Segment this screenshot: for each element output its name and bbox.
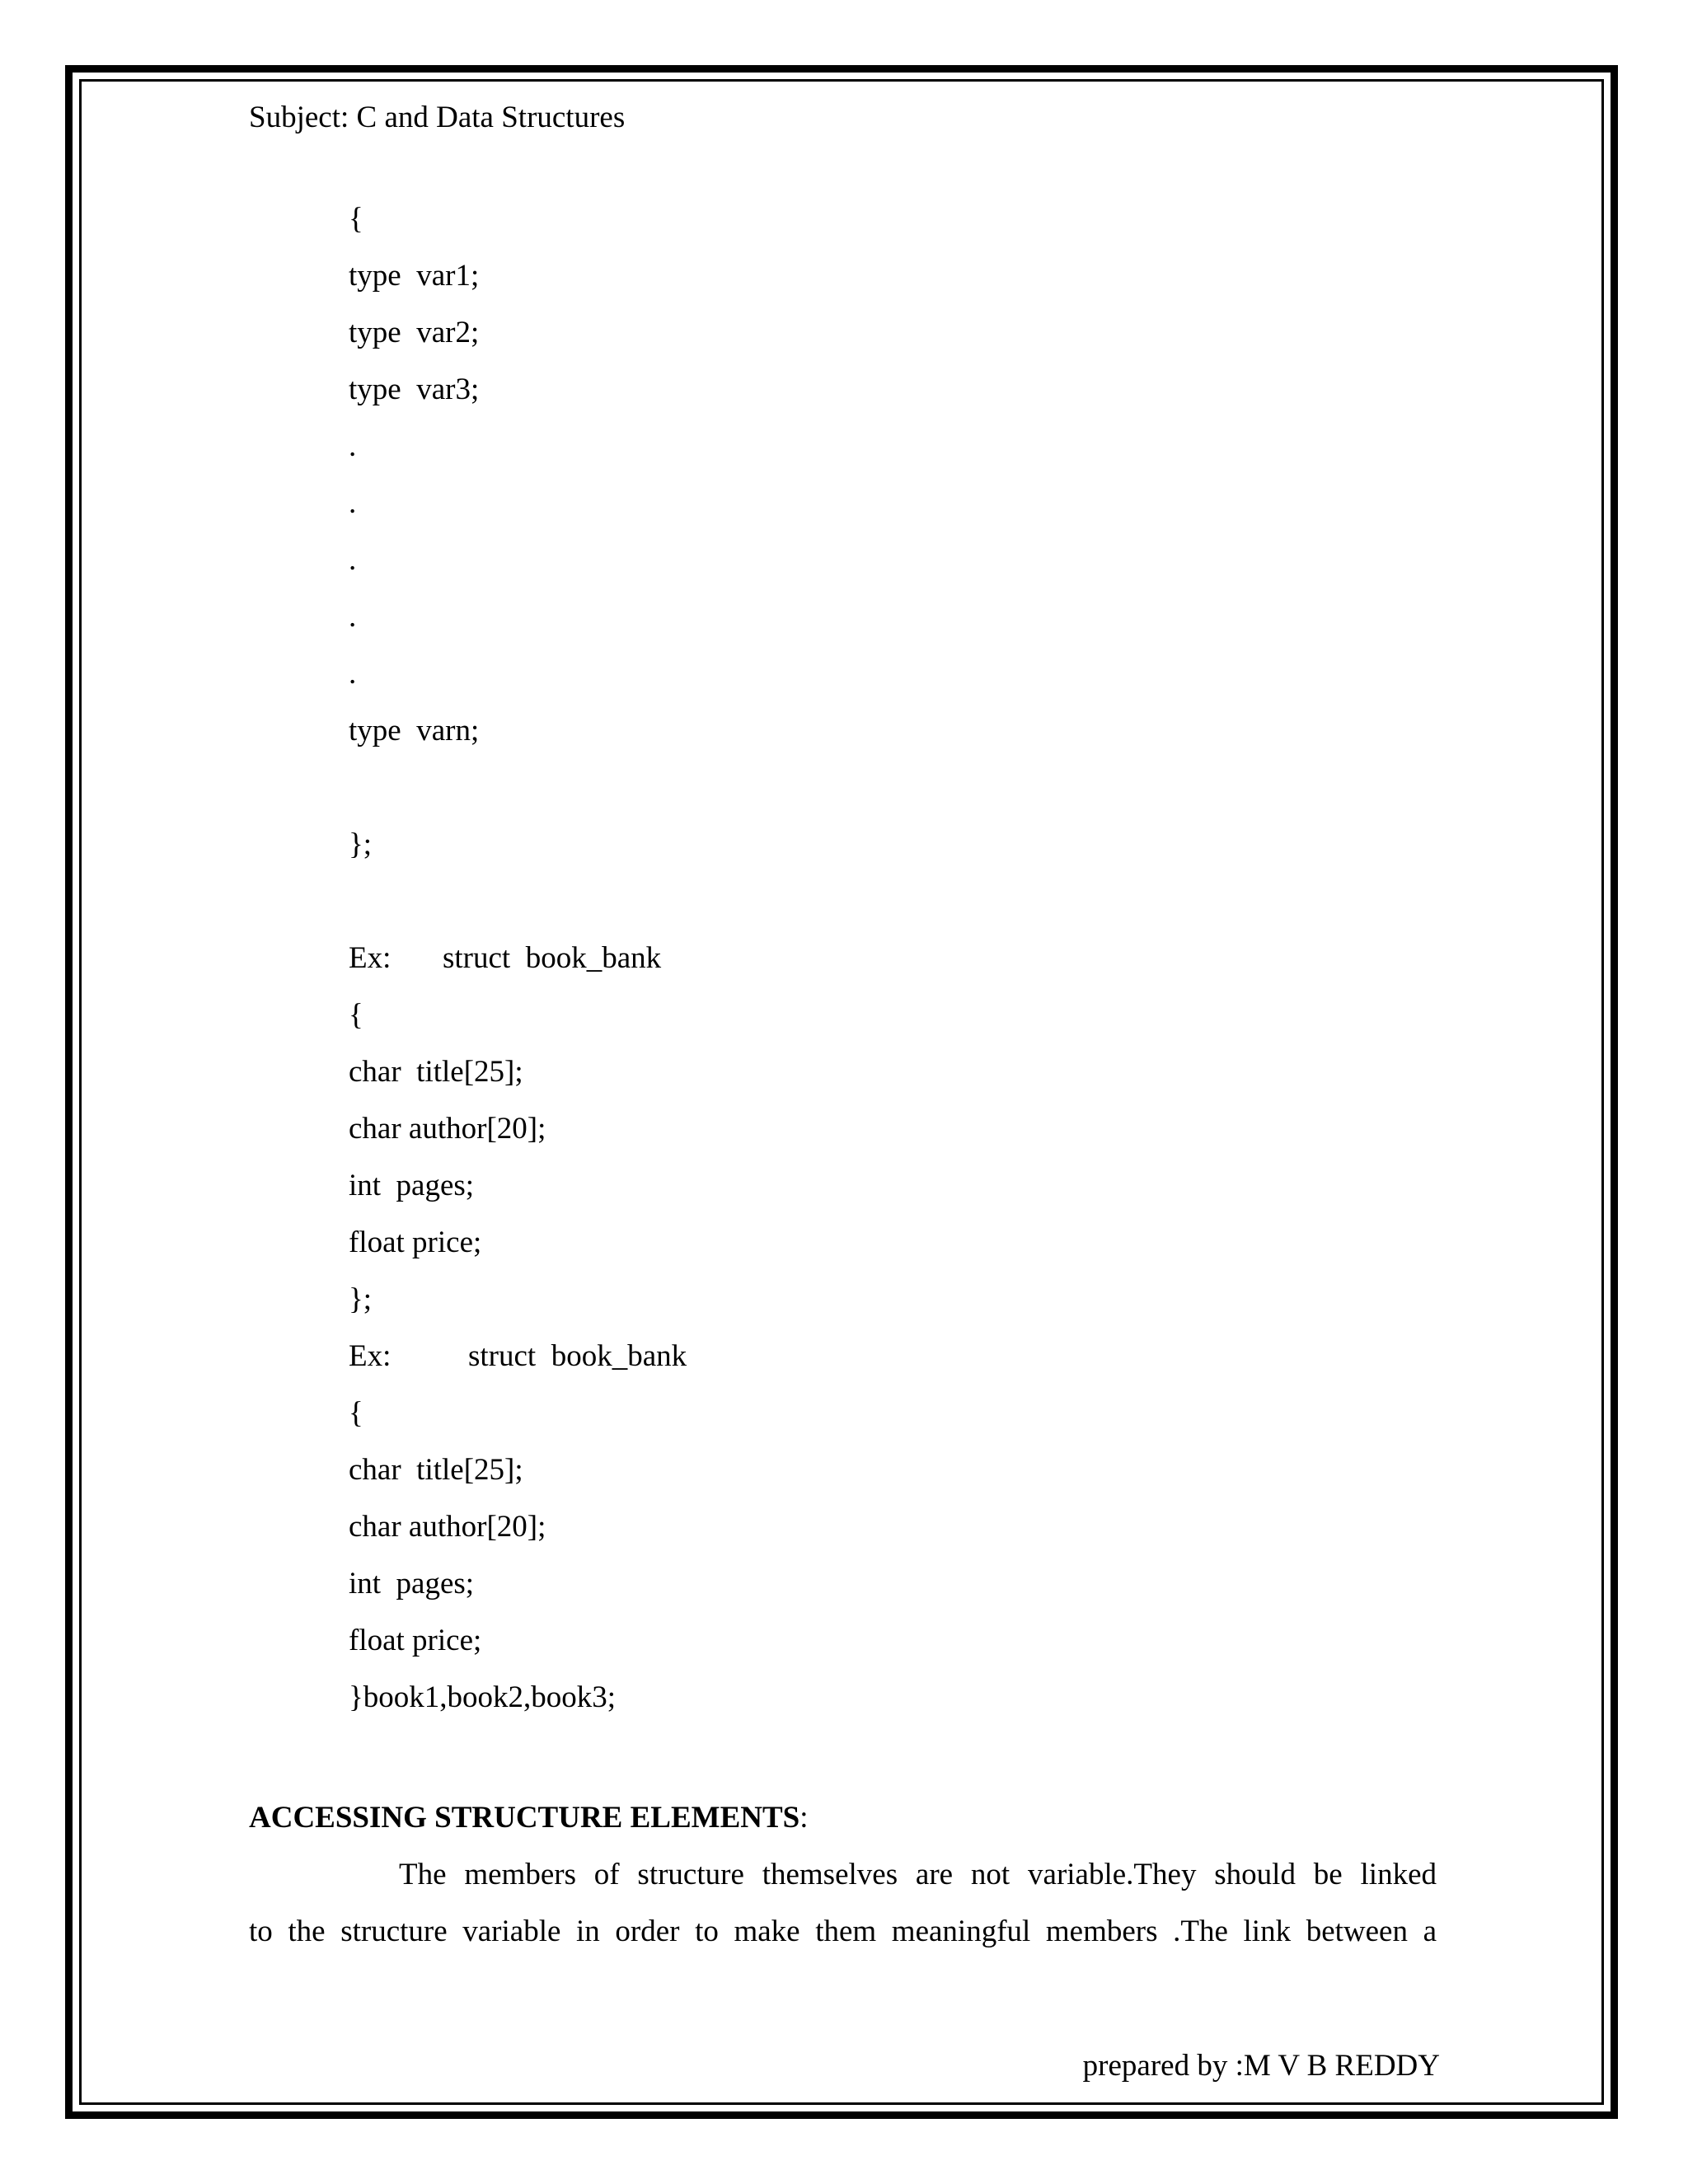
code-line: . <box>349 543 357 577</box>
code-line: }; <box>349 827 373 861</box>
prepared-by-footer: prepared by :M V B REDDY <box>1082 2049 1440 2083</box>
code-line: . <box>349 600 357 634</box>
example-1-label: Ex: <box>349 941 392 975</box>
code-line: char author[20]; <box>349 1510 546 1544</box>
section-heading-colon: : <box>799 1801 809 1835</box>
subject-header: Subject: C and Data Structures <box>249 101 626 134</box>
code-line: int pages; <box>349 1567 475 1601</box>
code-line: char author[20]; <box>349 1112 546 1146</box>
code-line: . <box>349 429 357 463</box>
code-line: char title[25]; <box>349 1453 523 1487</box>
code-line: int pages; <box>349 1169 475 1202</box>
example-2-label: Ex: <box>349 1339 392 1373</box>
code-line: . <box>349 657 357 691</box>
code-line: }; <box>349 1282 373 1316</box>
code-line: float price; <box>349 1624 482 1657</box>
paragraph-line: The members of structure themselves are not variable.They should be linked <box>399 1858 1437 1891</box>
example-2-declaration: struct book_bank <box>468 1339 687 1373</box>
code-line: { <box>349 202 363 236</box>
code-line: . <box>349 486 357 520</box>
code-line: float price; <box>349 1226 482 1259</box>
code-line: type varn; <box>349 714 480 748</box>
code-line: type var2; <box>349 316 480 349</box>
code-line: char title[25]; <box>349 1055 523 1089</box>
example-1-declaration: struct book_bank <box>443 941 662 975</box>
code-line: type var3; <box>349 373 480 406</box>
section-heading <box>249 1802 809 1833</box>
code-line: { <box>349 998 363 1032</box>
code-line: type var1; <box>349 259 480 293</box>
code-line: { <box>349 1396 363 1430</box>
code-line: }book1,book2,book3; <box>349 1680 617 1714</box>
section-heading-text: ACCESSING STRUCTURE ELEMENTS <box>249 1801 800 1835</box>
paragraph-line: to the structure variable in order to make them meaningful members .The link between a <box>249 1915 1437 1948</box>
